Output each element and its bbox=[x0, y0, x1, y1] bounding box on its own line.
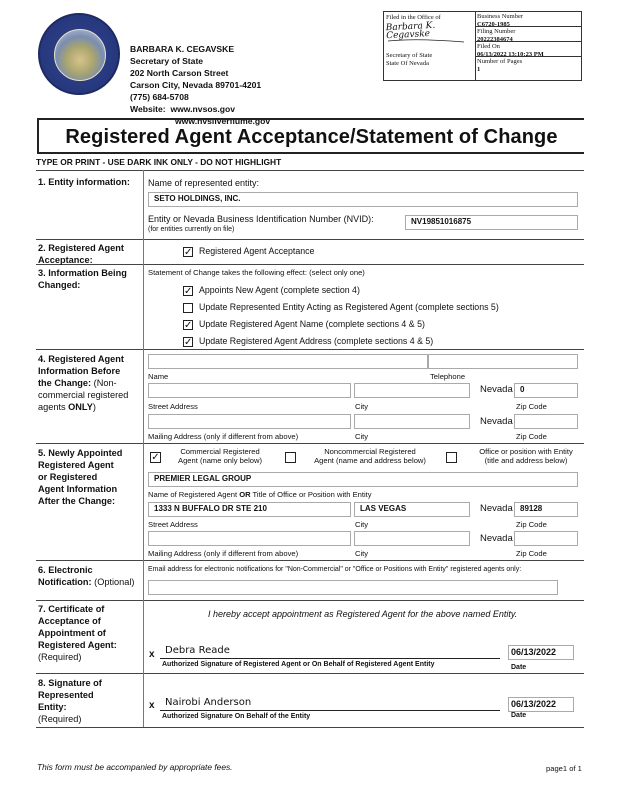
section-4-label-line4: commercial registered bbox=[38, 390, 129, 400]
filed-on-cell bbox=[475, 42, 581, 57]
office-position-label bbox=[470, 447, 582, 465]
new-mailing-city-field[interactable] bbox=[354, 531, 470, 546]
business-number-label: Business Number bbox=[477, 13, 524, 20]
new-agent-name-field[interactable]: PREMIER LEGAL GROUP bbox=[148, 472, 578, 487]
secretary-of-state-text: Secretary of State bbox=[386, 52, 433, 59]
office-position-label-line2: (title and address below) bbox=[484, 456, 568, 465]
website-link-nvsos[interactable]: www.nvsos.gov bbox=[170, 104, 236, 114]
section-7-label-line1: 7. Certificate of bbox=[38, 604, 105, 614]
instructions: TYPE OR PRINT - USE DARK INK ONLY - DO NOT HIGHLIGHT bbox=[36, 157, 282, 167]
signature-underline-icon bbox=[386, 38, 466, 44]
prior-mailing-label: Mailing Address (only if different from above) bbox=[148, 432, 299, 441]
prior-city-field[interactable] bbox=[354, 383, 470, 398]
section-6-label bbox=[38, 564, 148, 588]
prior-agent-phone-label: Telephone bbox=[430, 372, 466, 381]
new-mailing-zip-field[interactable] bbox=[514, 531, 578, 546]
ra-acceptance-label: Registered Agent Acceptance bbox=[199, 246, 315, 256]
ra-acceptance-checkbox[interactable]: ✓ bbox=[184, 247, 193, 258]
secretary-address-block bbox=[130, 43, 270, 127]
prior-zip-field[interactable]: 0 bbox=[514, 383, 578, 398]
new-mailing-state: Nevada bbox=[480, 533, 513, 544]
filed-on-value: 06/13/2022 13:10:23 PM bbox=[477, 50, 544, 58]
section-6-label-line1: 6. Electronic bbox=[38, 565, 93, 575]
new-state: Nevada bbox=[480, 503, 513, 514]
nvid-field[interactable]: NV19851016875 bbox=[405, 215, 578, 230]
filing-number-value: 20222384674 bbox=[477, 35, 513, 43]
prior-city-label: City bbox=[355, 402, 369, 411]
section-5-label-line2: Registered Agent bbox=[38, 460, 114, 470]
agent-signature-field[interactable]: Debra Reade bbox=[165, 645, 230, 656]
prior-state: Nevada bbox=[480, 384, 513, 395]
section-8-label bbox=[38, 677, 143, 725]
page-number: page1 of 1 bbox=[546, 764, 582, 773]
filing-number-label: Filing Number bbox=[477, 28, 516, 35]
pages-label: Number of Pages bbox=[477, 58, 523, 65]
update-agent-name-label: Update Registered Agent Name (complete sections 4 & 5) bbox=[199, 319, 425, 329]
new-agent-name-label-b: Title of Office or Position with Entity bbox=[250, 490, 372, 499]
filing-office-cell bbox=[384, 12, 476, 80]
new-mailing-field[interactable] bbox=[148, 531, 351, 546]
entity-name-field[interactable]: SETO HOLDINGS, INC. bbox=[148, 192, 578, 207]
section-5-label-line4: Agent Information bbox=[38, 484, 118, 494]
section-2-label bbox=[38, 242, 143, 266]
update-entity-agent-label: Update Represented Entity Acting as Registered Agent (complete sections 5) bbox=[199, 302, 499, 312]
entity-signature-x: x bbox=[149, 700, 155, 711]
office-position-label-line1: Office or position with Entity bbox=[479, 447, 573, 456]
prior-street-label: Street Address bbox=[148, 402, 198, 411]
email-notification-text: Email address for electronic notifications for "Non-Commercial" or "Office or Positions with Entity" registered agents only: bbox=[148, 566, 522, 573]
section-4-label-line5: agents bbox=[38, 402, 69, 412]
update-agent-name-checkbox[interactable]: ✓ bbox=[184, 320, 193, 331]
new-mailing-zip-label: Zip Code bbox=[516, 549, 547, 558]
new-zip-field[interactable]: 89128 bbox=[514, 502, 578, 517]
section-2-label-line1: 2. Registered Agent bbox=[38, 243, 124, 253]
entity-signature-date[interactable]: 06/13/2022 bbox=[508, 697, 574, 712]
pages-value: 1 bbox=[477, 65, 481, 73]
section-7-label-line3: Appointment of bbox=[38, 628, 106, 638]
new-zip-label: Zip Code bbox=[516, 520, 547, 529]
nevada-state-seal bbox=[38, 13, 120, 95]
new-street-label: Street Address bbox=[148, 520, 198, 529]
section-4-label-line2: Information Before bbox=[38, 366, 121, 376]
section-5-label-line1: 5. Newly Appointed bbox=[38, 448, 123, 458]
agent-signature-label: Authorized Signature of Registered Agent or On Behalf of Registered Agent Entity bbox=[162, 661, 435, 668]
update-agent-address-checkbox[interactable]: ✓ bbox=[184, 337, 193, 348]
filed-in-office-text: Filed in the Office of bbox=[386, 14, 441, 21]
entity-name-label: Name of represented entity: bbox=[148, 178, 260, 188]
nvid-note: (for entities currently on file) bbox=[148, 226, 235, 233]
new-agent-name-label bbox=[148, 490, 372, 499]
email-notification-field[interactable] bbox=[148, 580, 558, 595]
section-3-label-line2: Changed: bbox=[38, 280, 81, 290]
section-8-label-line2: Represented bbox=[38, 690, 94, 700]
noncommercial-agent-label-line2: Agent (name and address below) bbox=[314, 456, 426, 465]
section-3-label bbox=[38, 267, 143, 291]
filing-number-cell bbox=[475, 27, 581, 42]
section-8-label-line4: (Required) bbox=[38, 714, 82, 724]
section-7-label-line5: (Required) bbox=[38, 652, 82, 662]
filing-details-cells bbox=[475, 12, 581, 79]
appoint-new-agent-label: Appoints New Agent (complete section 4) bbox=[199, 285, 360, 295]
section-8-label-line3: Entity: bbox=[38, 702, 67, 712]
state-of-nevada-text: State Of Nevada bbox=[386, 60, 429, 67]
prior-agent-phone-field[interactable] bbox=[428, 354, 578, 369]
section-3-label-line1: 3. Information Being bbox=[38, 268, 127, 278]
update-entity-agent-checkbox[interactable] bbox=[183, 303, 193, 313]
section-1-label: 1. Entity information: bbox=[38, 177, 130, 187]
secretary-title: Secretary of State bbox=[130, 56, 204, 66]
prior-mailing-zip-label: Zip Code bbox=[516, 432, 547, 441]
noncommercial-agent-checkbox[interactable] bbox=[285, 452, 296, 463]
section-7-label bbox=[38, 603, 143, 663]
filed-on-label: Filed On bbox=[477, 43, 500, 50]
section-4-label bbox=[38, 353, 143, 413]
section-4-label-paren: ) bbox=[92, 402, 96, 412]
business-number-value: C6720-1985 bbox=[477, 20, 510, 28]
entity-date-label: Date bbox=[511, 712, 527, 719]
section-4-label-line3: the Change: bbox=[38, 378, 92, 388]
statement-intro: Statement of Change takes the following effect: (select only one) bbox=[148, 268, 365, 277]
commercial-agent-label bbox=[173, 447, 267, 465]
new-city-field[interactable]: LAS VEGAS bbox=[354, 502, 470, 517]
prior-zip-label: Zip Code bbox=[516, 402, 547, 411]
business-number-cell bbox=[475, 12, 581, 27]
appoint-new-agent-checkbox[interactable]: ✓ bbox=[184, 286, 193, 297]
acceptance-statement: I hereby accept appointment as Registered Agent for the above named Entity. bbox=[208, 609, 518, 619]
noncommercial-agent-label bbox=[305, 447, 435, 465]
section-5-label-line5: After the Change: bbox=[38, 496, 116, 506]
prior-mailing-city-label: City bbox=[355, 432, 369, 441]
prior-mailing-city-field[interactable] bbox=[354, 414, 470, 429]
new-city-label: City bbox=[355, 520, 369, 529]
noncommercial-agent-label-line1: Noncommercial Registered bbox=[324, 447, 416, 456]
prior-mailing-field[interactable] bbox=[148, 414, 351, 429]
new-street-field[interactable]: 1333 N BUFFALO DR STE 210 bbox=[148, 502, 351, 517]
prior-mailing-zip-field[interactable] bbox=[514, 414, 578, 429]
section-7-label-line2: Acceptance of bbox=[38, 616, 101, 626]
update-agent-address-label: Update Registered Agent Address (complete sections 4 & 5) bbox=[199, 336, 434, 346]
commercial-agent-label-line2: Agent (name only below) bbox=[178, 456, 262, 465]
website-label: Website: bbox=[130, 104, 166, 114]
section-2-label-line2: Acceptance: bbox=[38, 255, 93, 265]
commercial-agent-checkbox[interactable]: ✓ bbox=[151, 452, 160, 463]
section-5-label bbox=[38, 447, 143, 507]
secretary-signature: Barbara K. Cegavske bbox=[385, 20, 436, 41]
section-4-label-line3b: (Non- bbox=[91, 378, 117, 388]
address-phone: (775) 684-5708 bbox=[130, 92, 189, 102]
new-agent-name-label-or: OR bbox=[239, 490, 251, 499]
filing-stamp-box bbox=[383, 11, 582, 81]
section-8-label-line1: 8. Signature of bbox=[38, 678, 102, 688]
agent-date-label: Date bbox=[511, 664, 527, 671]
secretary-name: BARBARA K. CEGAVSKE bbox=[130, 44, 235, 54]
prior-agent-name-label: Name bbox=[148, 372, 169, 381]
section-5-label-line3: or Registered bbox=[38, 472, 98, 482]
prior-street-field[interactable] bbox=[148, 383, 351, 398]
form-title-box bbox=[37, 118, 584, 154]
new-agent-name-label-a: Name of Registered Agent bbox=[148, 490, 240, 499]
commercial-agent-label-line1: Commercial Registered bbox=[180, 447, 260, 456]
section-6-label-line2: Notification: bbox=[38, 577, 92, 587]
section-4-label-line1: 4. Registered Agent bbox=[38, 354, 124, 364]
new-mailing-city-label: City bbox=[355, 549, 369, 558]
prior-agent-name-field[interactable] bbox=[148, 354, 428, 369]
entity-signature-label: Authorized Signature On Behalf of the Entity bbox=[162, 713, 311, 720]
section-6-label-optional: (Optional) bbox=[91, 577, 135, 587]
prior-mailing-state: Nevada bbox=[480, 416, 513, 427]
agent-signature-x: x bbox=[149, 649, 155, 660]
form-title: Registered Agent Acceptance/Statement of Change bbox=[65, 126, 558, 148]
entity-signature-field[interactable]: Nairobi Anderson bbox=[165, 697, 252, 708]
new-mailing-label: Mailing Address (only if different from above) bbox=[148, 549, 299, 558]
website-link-silverflume[interactable]: www.nvsilverflume.gov bbox=[175, 116, 271, 126]
address-city: Carson City, Nevada 89701-4201 bbox=[130, 80, 262, 90]
agent-signature-date[interactable]: 06/13/2022 bbox=[508, 645, 574, 660]
pages-cell bbox=[475, 57, 581, 79]
section-7-label-line4: Registered Agent: bbox=[38, 640, 117, 650]
nvid-label: Entity or Nevada Business Identification Number (NVID): bbox=[148, 214, 374, 224]
address-street: 202 North Carson Street bbox=[130, 68, 229, 78]
fees-note: This form must be accompanied by appropriate fees. bbox=[37, 762, 233, 772]
section-4-label-only: ONLY bbox=[68, 402, 93, 412]
office-position-checkbox[interactable] bbox=[446, 452, 457, 463]
